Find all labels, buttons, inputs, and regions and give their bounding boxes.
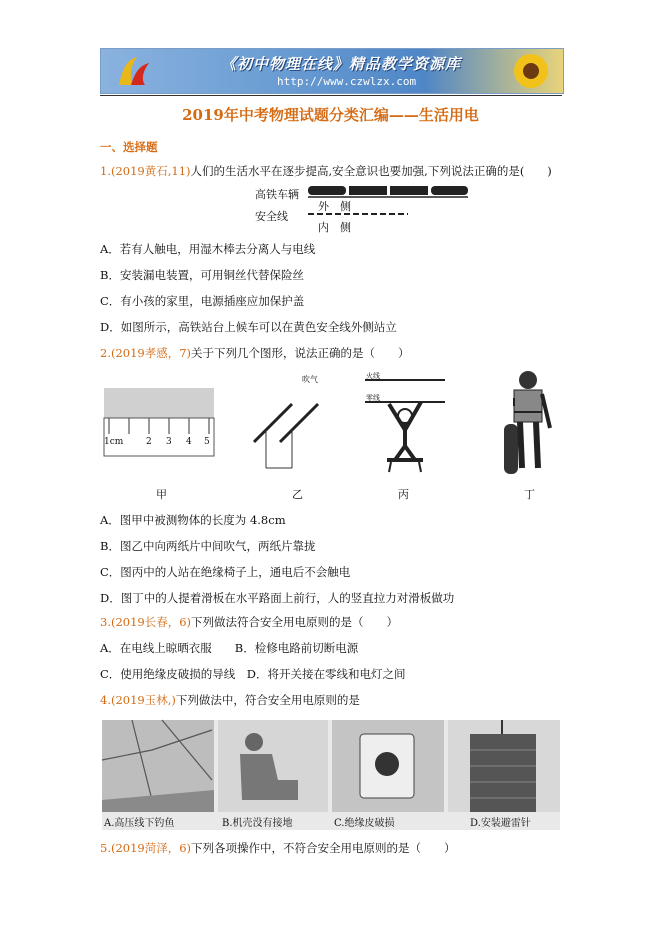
caption-jia: 甲 [156,488,167,501]
banner-url[interactable]: http://www.czwlzx.com [277,75,417,88]
ruler-tick-2: 2 [146,437,152,447]
question-3: 3.(2019长春，6)下列做法符合安全用电原则的是（ ） [100,615,399,629]
source-tag: (2019黄石,11) [110,164,191,178]
blow-label: 吹气 [302,375,318,384]
train-label: 高铁车辆 [255,188,299,201]
caption-bing: 丙 [398,488,409,501]
q4-caption-d: D.安装避雷针 [470,818,531,829]
question-1: 1.(2019黄石,11)人们的生活水平在逐步提高,安全意识也要加强,下列说法正确的是( ) [100,164,552,178]
question-4: 4.(2019玉林,)下列做法中，符合安全用电原则的是 [100,693,360,707]
outside-label: 外 侧 [318,200,351,213]
ruler-tick-4: 4 [186,437,192,447]
zero-wire-label: 零线 [366,394,380,402]
question-5: 5.(2019菏泽，6)下列各项操作中，不符合安全用电原则的是（ ） [100,841,456,855]
source-tag: (2019菏泽，6) [110,841,192,855]
source-tag: (2019孝感，7) [110,346,192,360]
ruler-tick-1: 1cm [104,437,124,447]
fire-wire-label: 火线 [366,372,380,380]
q2-option-a: A．图甲中被测物体的长度为 4.8cm [100,513,286,527]
ruler-figure [104,388,214,458]
q4-caption-b: B.机壳没有接地 [222,818,293,829]
header-rule [100,95,562,96]
section-heading: 一、选择题 [100,140,158,154]
caption-ding: 丁 [524,488,535,501]
source-tag: (2019长春，6) [110,615,192,629]
q3-option-ab: A．在电线上晾晒衣服 B．检修电路前切断电源 [100,641,359,655]
source-tag: (2019玉林,) [110,693,176,707]
ruler-tick-5: 5 [204,437,210,447]
header-banner [100,48,564,94]
q1-option-b: B．安装漏电装置，可用铜丝代替保险丝 [100,268,304,282]
q4-caption-c: C.绝缘皮破损 [334,818,395,829]
q1-option-d: D．如图所示，高铁站台上候车可以在黄色安全线外侧站立 [100,320,397,334]
q4-caption-a: A.高压线下钓鱼 [104,818,175,829]
skateboard-man-figure [498,368,558,478]
ruler-tick-3: 3 [166,437,172,447]
q1-option-c: C．有小孩的家里，电源插座应加保护盖 [100,294,305,308]
q1-option-a: A．若有人触电，用湿木棒去分离人与电线 [100,242,316,256]
paper-strips-figure [252,380,322,470]
q3-option-cd: C．使用绝缘皮破损的导线 D．将开关接在零线和电灯之间 [100,667,406,681]
page-title: 2019年中考物理试题分类汇编——生活用电 [182,106,479,124]
logo-icon [115,55,155,88]
question-2: 2.(2019孝感，7)关于下列几个图形，说法正确的是（ ） [100,346,410,360]
q2-option-d: D．图丁中的人提着滑板在水平路面上前行，人的竖直拉力对滑板做功 [100,591,455,605]
insulated-chair-figure [365,372,445,472]
train-figure [308,184,468,224]
banner-title: 《初中物理在线》精品教学资源库 [221,55,462,73]
safety-line-label: 安全线 [255,210,288,223]
sunflower-icon [507,51,555,91]
caption-yi: 乙 [292,488,303,501]
inside-label: 内 侧 [318,221,351,234]
q2-option-c: C．图丙中的人站在绝缘椅子上，通电后不会触电 [100,565,351,579]
q2-option-b: B．图乙中向两纸片中间吹气，两纸片靠拢 [100,539,316,553]
